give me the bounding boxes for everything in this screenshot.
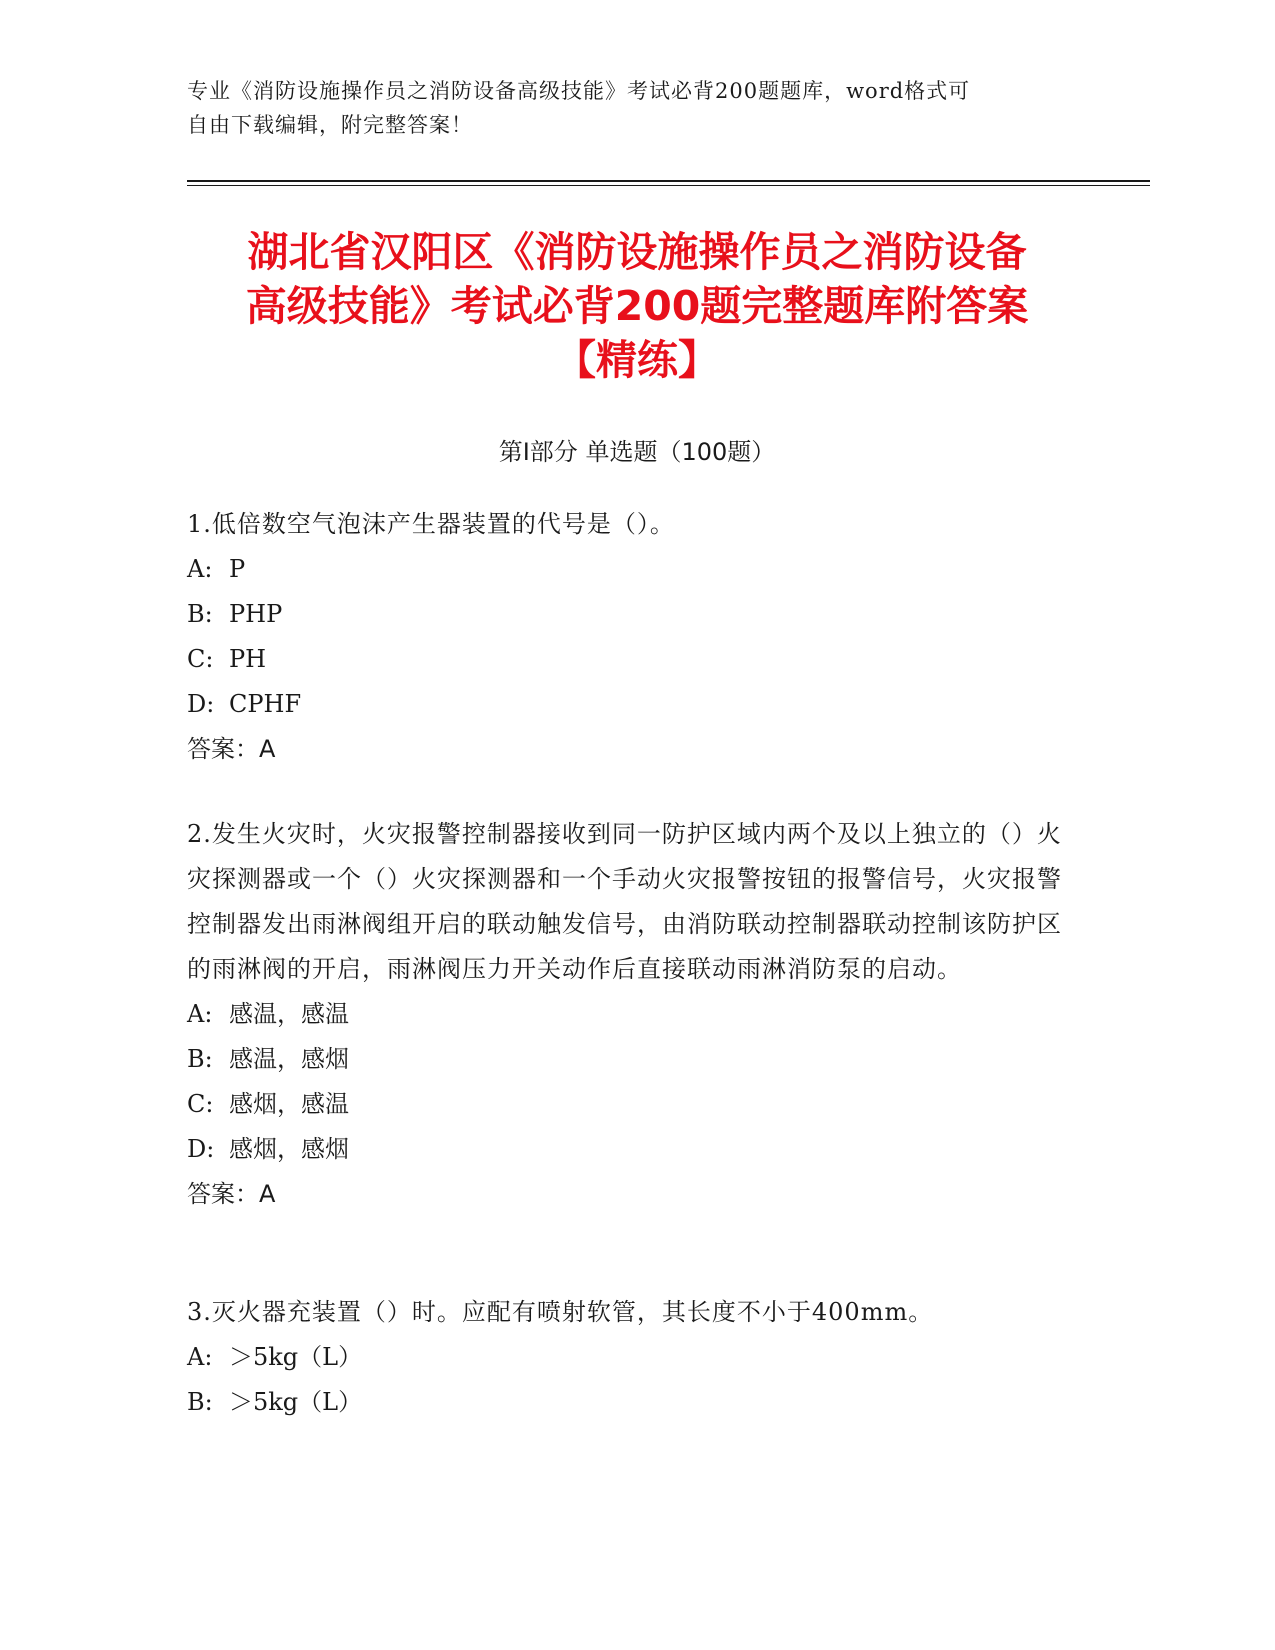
- option-text: P: [229, 555, 246, 583]
- question-option: [187, 1082, 1067, 1127]
- title-line: 湖北省汉阳区《消防设施操作员之消防设备: [247, 228, 1027, 276]
- document-title: [187, 225, 1087, 387]
- section-heading: 第Ⅰ部分 单选题（100题）: [498, 438, 776, 466]
- option-letter: B:: [187, 600, 213, 628]
- option-letter: D:: [187, 1135, 215, 1163]
- question-option: [187, 637, 1067, 682]
- option-letter: B:: [187, 1045, 213, 1073]
- question-3: [187, 1290, 1067, 1425]
- option-letter: D:: [187, 690, 215, 718]
- option-text: PH: [229, 645, 267, 673]
- question-option: [187, 1037, 1067, 1082]
- title-line: 【精练】: [555, 336, 719, 384]
- question-option: [187, 547, 1067, 592]
- option-letter: A:: [187, 1343, 213, 1371]
- question-1: [187, 502, 1067, 772]
- option-letter: B:: [187, 1388, 213, 1416]
- option-text: 感烟，感温: [229, 1090, 349, 1118]
- header-note-line: 自由下载编辑，附完整答案！: [187, 113, 473, 137]
- header-note: [187, 74, 1067, 142]
- option-text: ＞5kg（L）: [229, 1388, 363, 1416]
- option-letter: C:: [187, 645, 214, 673]
- title-line: 高级技能》考试必背200题完整题库附答案: [245, 282, 1029, 330]
- option-text: 感温，感温: [229, 1000, 349, 1028]
- option-text: 感烟，感烟: [229, 1135, 349, 1163]
- question-option: [187, 992, 1067, 1037]
- header-note-line: 专业《消防设施操作员之消防设备高级技能》考试必背200题题库，word格式可: [187, 79, 971, 103]
- option-text: PHP: [229, 600, 283, 628]
- option-text: 感温，感烟: [229, 1045, 349, 1073]
- question-stem: 1.低倍数空气泡沫产生器装置的代号是（）。: [187, 510, 675, 538]
- question-stem: 2.发生火灾时，火灾报警控制器接收到同一防护区域内两个及以上独立的（）火灾探测器或一个（）火灾探测器和一个手动火灾报警按钮的报警信号，火灾报警控制器发出雨淋阀组开启的联动触发信号，由消防联动控制器联动控制该防护区的雨淋阀的开启，雨淋阀压力开关动作后直接联动雨淋消防泵的启动。: [187, 820, 1062, 983]
- option-letter: C:: [187, 1090, 214, 1118]
- option-text: ＞5kg（L）: [229, 1343, 363, 1371]
- option-letter: A:: [187, 1000, 213, 1028]
- question-option: [187, 1127, 1067, 1172]
- question-answer: 答案：A: [187, 1180, 276, 1208]
- question-option: [187, 592, 1067, 637]
- question-2: [187, 812, 1067, 1217]
- question-option: [187, 682, 1067, 727]
- question-stem: 3.灭火器充装置（）时。应配有喷射软管，其长度不小于400mm。: [187, 1298, 934, 1326]
- question-option: [187, 1380, 1067, 1425]
- divider: [187, 185, 1150, 186]
- question-answer: 答案：A: [187, 735, 276, 763]
- option-text: CPHF: [229, 690, 302, 718]
- divider: [187, 180, 1150, 182]
- option-letter: A:: [187, 555, 213, 583]
- question-option: [187, 1335, 1067, 1380]
